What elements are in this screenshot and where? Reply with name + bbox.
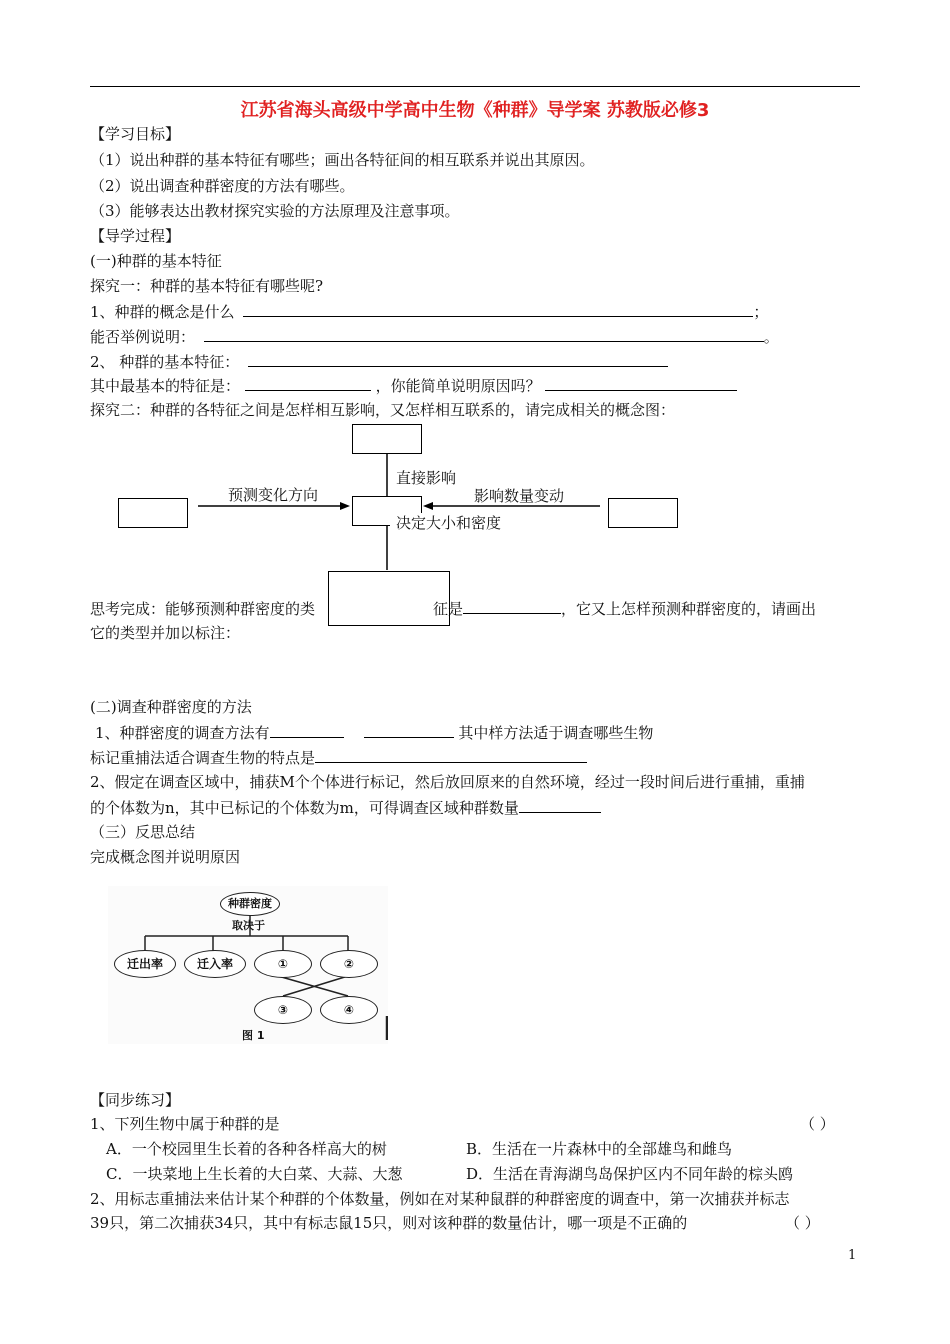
part2-q1-suffix: 其中样方法适于调查哪些生物 [458, 724, 654, 742]
goal-item-3: （3）能够表达出教材探究实验的方法原理及注意事项。 [90, 202, 460, 220]
part2-q2-line-1: 2、假定在调查区域中，捕获M个个体进行标记，然后放回原来的自然环境，经过一段时间后进行重捕，重捕 [90, 773, 805, 791]
q2-text: 2、 种群的基本特征： [90, 353, 240, 371]
label-affect: 影响数量变动 [474, 487, 565, 505]
page-number: 1 [848, 1248, 857, 1263]
think-blank[interactable] [463, 598, 561, 614]
think-suffix: ，它又上怎样预测种群密度的，请画出 [561, 600, 817, 618]
practice-q1-paren[interactable]: （ ） [800, 1115, 835, 1133]
part2-q1b-line [90, 747, 587, 768]
q2b-prefix: 其中最基本的特征是： [90, 377, 241, 395]
q2b-mid: ，你能简单说明原因吗？ [375, 377, 541, 395]
part2-q1-line [95, 722, 653, 743]
part2-q2-blank[interactable] [519, 797, 601, 813]
part3-title: （三）反思总结 [90, 823, 196, 841]
part2-q1-blank-2[interactable] [364, 722, 454, 738]
practice-header: 【同步练习】 [90, 1091, 181, 1109]
label-predict: 预测变化方向 [228, 486, 319, 504]
node-1: ① [254, 950, 312, 978]
goal-item-1: （1）说出种群的基本特征有哪些；画出各特征间的相互联系并说出其原因。 [90, 151, 595, 169]
part2-q2-text: 的个体数为n，其中已标记的个体数为m，可得调查区域种群数量 [90, 799, 519, 817]
q1b-end: 。 [763, 328, 779, 346]
part2-q1-prefix: 1、种群密度的调查方法有 [95, 724, 270, 742]
part3-instruction: 完成概念图并说明原因 [90, 848, 241, 866]
goals-header: 【学习目标】 [90, 125, 181, 143]
concept-box-bottom[interactable] [328, 571, 450, 626]
node-2: ② [320, 950, 378, 978]
part2-title: (二)调查种群密度的方法 [90, 698, 252, 716]
part2-q1-blank-1[interactable] [270, 722, 344, 738]
q1b-text: 能否举例说明： [90, 328, 196, 346]
edge-label-depends: 取决于 [232, 919, 265, 932]
concept-map-lines [0, 0, 950, 640]
arrow-predict-head [340, 502, 350, 510]
practice-q1-option-b[interactable]: B．生活在一片森林中的全部雄鸟和雌鸟 [466, 1140, 733, 1158]
concept-box-left[interactable] [118, 498, 188, 528]
label-direct: 直接影响 [396, 469, 457, 487]
goal-item-2: （2）说出调查种群密度的方法有哪些。 [90, 177, 355, 195]
concept-box-top[interactable] [352, 424, 422, 454]
practice-q1-option-d[interactable]: D．生活在青海湖鸟岛保护区内不同年龄的棕头鸥 [466, 1165, 794, 1183]
q1-end: ； [753, 303, 769, 321]
think-line-1 [90, 598, 816, 619]
concept-box-right[interactable] [608, 498, 678, 528]
explore2-text: 探究二：种群的各特征之间是怎样相互影响，又怎样相互联系的，请完成相关的概念图： [90, 401, 676, 419]
think-prefix: 思考完成：能够预测种群密度的类 [90, 600, 316, 618]
practice-q1: 1、下列生物中属于种群的是 [90, 1115, 280, 1133]
page-title: 江苏省海头高级中学高中生物《种群》导学案 苏教版必修3 [240, 100, 710, 121]
practice-q2-line-1: 2、用标志重捕法来估计某个种群的个体数量，例如在对某种鼠群的种群密度的调查中，第一次捕获并标志 [90, 1190, 790, 1208]
process-header: 【导学过程】 [90, 227, 181, 245]
arrow-affect-head [423, 502, 433, 510]
practice-q2-paren[interactable]: （ ） [785, 1214, 820, 1232]
part2-q1b-blank[interactable] [315, 747, 587, 763]
part2-q2-line-2 [90, 797, 601, 818]
label-decide: 决定大小和密度 [390, 513, 501, 533]
q1-text: 1、种群的概念是什么 [90, 303, 235, 321]
practice-q2-line-2: 39只，第二次捕获34只，其中有标志鼠15只，则对该种群的数量估计，哪一项是不正确的 [90, 1214, 688, 1232]
think-line-2: 它的类型并加以标注： [90, 624, 241, 642]
node-immigration: 迁入率 [184, 950, 246, 978]
node-population-density: 种群密度 [220, 892, 280, 916]
node-emigration: 迁出率 [114, 950, 176, 978]
part1-title: (一)种群的基本特征 [90, 252, 222, 270]
practice-q1-option-a[interactable]: A．一个校园里生长着的各种各样高大的树 [106, 1140, 387, 1158]
part2-q1b-text: 标记重捕法适合调查生物的特点是 [90, 749, 316, 767]
think-mid: 征是 [433, 600, 464, 618]
figure-1-caption: 图 1 [242, 1029, 265, 1042]
explore1-text: 探究一：种群的基本特征有哪些呢? [90, 277, 324, 295]
figure-1 [108, 886, 388, 1044]
node-3: ③ [254, 996, 312, 1024]
practice-q1-option-c[interactable]: C．一块菜地上生长着的大白菜、大蒜、大葱 [106, 1165, 403, 1183]
node-4: ④ [320, 996, 378, 1024]
